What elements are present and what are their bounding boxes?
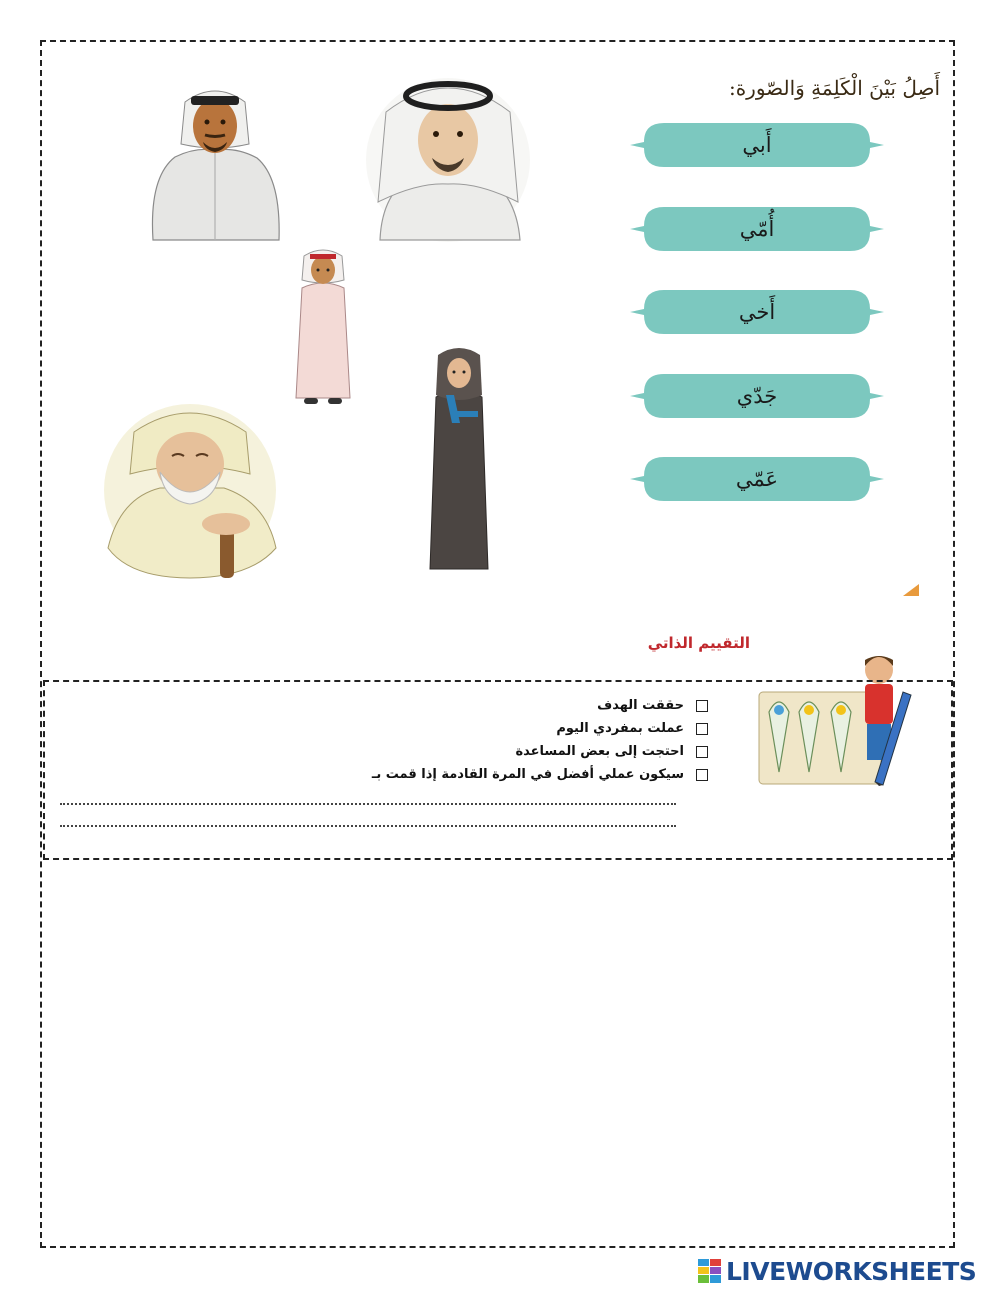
word-label: أَخي xyxy=(738,300,776,324)
corner-mark-icon xyxy=(903,584,919,596)
instruction-text: أَصِلُ بَيْنَ الْكَلِمَةِ وَالصّورة: xyxy=(728,76,940,100)
checklist-item[interactable] xyxy=(288,740,708,763)
checklist-item[interactable] xyxy=(288,763,708,786)
checkbox[interactable] xyxy=(696,746,708,758)
woman-in-abaya-illustration[interactable] xyxy=(424,345,494,575)
word-label: أَبي xyxy=(742,133,772,157)
checklist xyxy=(288,694,708,786)
word-label: أُمّي xyxy=(739,217,775,241)
word-card-brother[interactable] xyxy=(630,288,884,336)
checkbox[interactable] xyxy=(696,769,708,781)
checklist-item-label: عملت بمفردي اليوم xyxy=(556,721,684,736)
word-label: عَمّي xyxy=(735,467,779,491)
brand-name: LIVEWORKSHEETS xyxy=(726,1256,977,1286)
checkbox[interactable] xyxy=(696,723,708,735)
answer-line[interactable] xyxy=(60,825,676,827)
boy-illustration[interactable] xyxy=(288,248,358,408)
liveworksheets-logo xyxy=(698,1258,976,1284)
checklist-item-label: احتجت إلى بعض المساعدة xyxy=(515,744,684,759)
word-card-uncle[interactable] xyxy=(630,455,884,503)
grandfather-illustration[interactable] xyxy=(100,398,280,580)
word-card-mother[interactable] xyxy=(630,205,884,253)
word-card-grandfather[interactable] xyxy=(630,372,884,420)
liveworksheets-logo-icon xyxy=(698,1259,722,1283)
man-in-ghutra-illustration[interactable] xyxy=(145,82,285,242)
checklist-item[interactable] xyxy=(288,717,708,740)
checklist-item-label: حققت الهدف xyxy=(597,698,684,713)
word-label: جَدّي xyxy=(736,384,778,408)
checklist-item-label: سيكون عملي أفضل في المرة القادمة إذا قمت بـ xyxy=(371,767,684,782)
checkbox[interactable] xyxy=(696,700,708,712)
self-assessment-title: التقييم الذاتي xyxy=(647,634,750,652)
checklist-item[interactable] xyxy=(288,694,708,717)
answer-line[interactable] xyxy=(60,803,676,805)
word-card-father[interactable] xyxy=(630,121,884,169)
man-with-agal-illustration[interactable] xyxy=(360,72,535,244)
